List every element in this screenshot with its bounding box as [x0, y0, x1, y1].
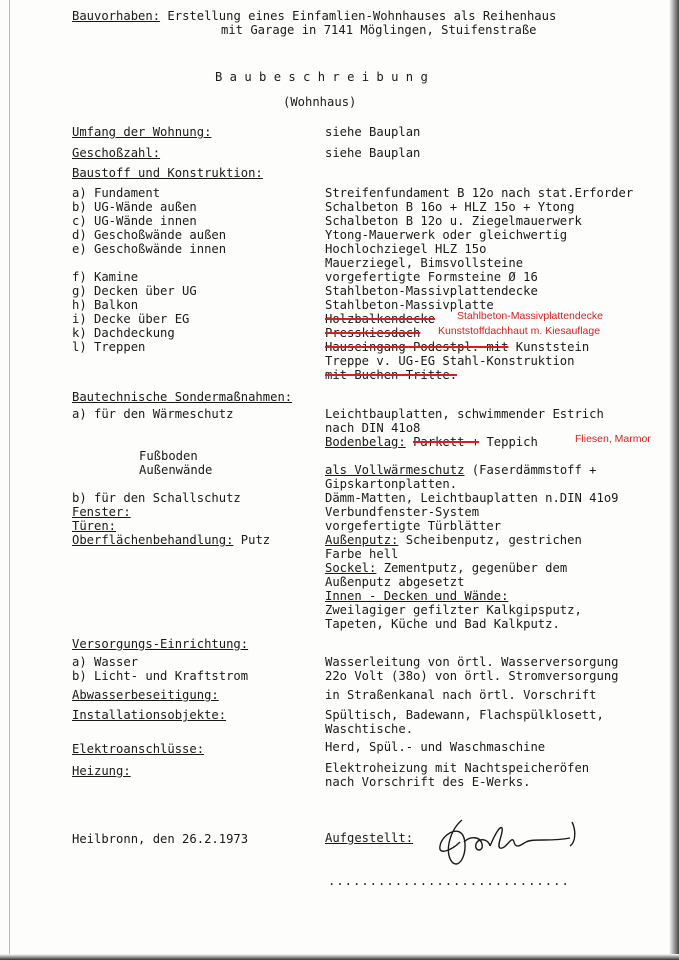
- construction-item-label: k) Dachdeckung: [72, 326, 175, 340]
- innen-value: Zweilagiger gefilzter Kalkgipsputz,: [325, 603, 582, 617]
- umfang-label: Umfang der Wohnung:: [72, 125, 212, 139]
- construction-item-value: Schalbeton B 16o + HLZ 15o + Ytong: [325, 200, 575, 214]
- struck-value: Presskiesdach: [325, 326, 421, 340]
- special-heading: Bautechnische Sondermaßnahmen:: [72, 390, 293, 404]
- oberflaeche-line: [72, 533, 270, 547]
- geschosszahl-value: siehe Bauplan: [325, 146, 421, 160]
- construction-item-value: Schalbeton B 12o u. Ziegelmauerwerk: [325, 214, 582, 228]
- vollwaerme-value: Gipskartonplatten.: [325, 477, 458, 491]
- construction-heading: Baustoff und Konstruktion:: [72, 166, 263, 180]
- header-label: Bauvorhaben:: [72, 9, 161, 23]
- construction-item-value: Stahlbeton-Massivplatte: [325, 298, 494, 312]
- document-subtitle: (Wohnhaus): [283, 95, 357, 109]
- install-label: Installationsobjekte:: [72, 708, 227, 722]
- innen-value: Tapeten, Küche und Bad Kalkputz.: [325, 617, 560, 631]
- aussenputz-label: Außenputz:: [325, 533, 399, 547]
- oberflaeche-label: Oberflächenbehandlung:: [72, 533, 234, 547]
- header-line-2: mit Garage in 7141 Möglingen, Stuifenstraße: [221, 23, 537, 37]
- strom-label: b) Licht- und Kraftstrom: [72, 669, 249, 683]
- handwritten-correction: Fliesen, Marmor: [575, 433, 651, 445]
- tueren-value: vorgefertigte Türblätter: [325, 519, 502, 533]
- schall-label: b) für den Schallschutz: [72, 491, 241, 505]
- scan-edge-left: [9, 0, 10, 960]
- construction-item-value: Hochlochziegel HLZ 15o: [325, 242, 487, 256]
- vollwaerme-label: als Vollwärmeschutz: [325, 463, 465, 477]
- signature-dotted-line: .............................: [328, 874, 570, 888]
- construction-item-label: f) Kamine: [72, 270, 139, 284]
- construction-item-value: Streifenfundament B 12o nach stat.Erforder: [325, 186, 634, 200]
- bodenbelag-label: Bodenbelag:: [325, 435, 406, 449]
- install-value: Spültisch, Badewann, Flachspülklosett,: [325, 708, 604, 722]
- tueren-label: Türen:: [72, 519, 117, 533]
- supply-heading: Versorgungs-Einrichtung:: [72, 637, 249, 651]
- heizung-value: nach Vorschrift des E-Werks.: [325, 775, 531, 789]
- construction-item-label: c) UG-Wände innen: [72, 214, 197, 228]
- wasser-value: Wasserleitung von örtl. Wasserversorgung: [325, 655, 619, 669]
- sockel-value: Zementputz, gegenüber dem: [383, 561, 568, 575]
- header-line-1: [72, 9, 556, 23]
- waerme-value: Leichtbauplatten, schwimmender Estrich: [325, 407, 604, 421]
- construction-item-value: Treppe v. UG-EG Stahl-Konstruktion: [325, 354, 575, 368]
- heizung-label: Heizung:: [72, 764, 131, 778]
- construction-item-label: l) Treppen: [72, 340, 146, 354]
- abwasser-value: in Straßenkanal nach örtl. Vorschrift: [325, 688, 597, 702]
- fenster-value: Verbundfenster-System: [325, 505, 480, 519]
- bodenbelag-line: [325, 435, 538, 449]
- sockel-value: Außenputz abgesetzt: [325, 575, 465, 589]
- aussenputz-value: Farbe hell: [325, 547, 399, 561]
- aussenputz-line: [325, 533, 582, 547]
- construction-item-value: [325, 340, 589, 354]
- construction-item-label: b) UG-Wände außen: [72, 200, 197, 214]
- fussboden-label: Fußboden: [139, 449, 198, 463]
- fenster-label: Fenster:: [72, 505, 131, 519]
- construction-item-value: Ytong-Mauerwerk oder gleichwertig: [325, 228, 568, 242]
- bodenbelag-value: Teppich: [486, 435, 538, 449]
- strom-value: 22o Volt (38o) von örtl. Stromversorgung: [325, 669, 619, 683]
- oberflaeche-suffix: Putz: [240, 533, 271, 547]
- header-text-1: Erstellung eines Einfamlien-Wohnhauses als Reihenhaus: [167, 9, 557, 23]
- document-title: B a u b e s c h r e i b u n g: [215, 70, 428, 84]
- aufgestellt-label: Aufgestellt:: [325, 831, 414, 845]
- scan-edge-right: [669, 0, 679, 960]
- vollwaerme-value: (Faserdämmstoff +: [471, 463, 597, 477]
- scan-edge-bottom: [0, 954, 679, 960]
- struck-value: Parkett +: [413, 435, 480, 449]
- construction-item-label: h) Balkon: [72, 298, 139, 312]
- abwasser-label: Abwasserbeseitigung:: [72, 688, 219, 702]
- aussenputz-value: Scheibenputz, gestrichen: [405, 533, 582, 547]
- schall-value: Dämm-Matten, Leichtbauplatten n.DIN 41o9: [325, 491, 619, 505]
- waerme-label: a) für den Wärmeschutz: [72, 407, 234, 421]
- construction-item-value: Stahlbeton-Massivplattendecke: [325, 284, 538, 298]
- struck-value: mit Buchen-Tritte.: [325, 368, 458, 382]
- construction-item-label: a) Fundament: [72, 186, 161, 200]
- construction-item-label: e) Geschoßwände innen: [72, 242, 227, 256]
- signature: [430, 812, 590, 872]
- place-date: Heilbronn, den 26.2.1973: [72, 832, 249, 846]
- construction-item-label: d) Geschoßwände außen: [72, 228, 227, 242]
- treppen-value: Kunststein: [515, 340, 590, 354]
- wasser-label: a) Wasser: [72, 655, 139, 669]
- waerme-value: nach DIN 41o8: [325, 421, 421, 435]
- install-value: Waschtische.: [325, 722, 414, 736]
- vollwaerme-line: [325, 463, 597, 477]
- elektro-value: Herd, Spül.- und Waschmaschine: [325, 740, 546, 754]
- struck-value: Holzbalkendecke: [325, 312, 436, 326]
- construction-item-label: i) Decke über EG: [72, 312, 190, 326]
- innen-label: Innen - Decken und Wände:: [325, 589, 509, 603]
- heizung-value: Elektroheizung mit Nachtspeicheröfen: [325, 761, 590, 775]
- geschosszahl-label: Geschoßzahl:: [72, 146, 161, 160]
- construction-item-value: vorgefertigte Formsteine Ø 16: [325, 270, 538, 284]
- sockel-line: [325, 561, 567, 575]
- sockel-label: Sockel:: [325, 561, 377, 575]
- construction-item-value: Mauerziegel, Bimsvollsteine: [325, 256, 524, 270]
- struck-value: Hauseingang Podestpl. mit: [325, 340, 509, 354]
- umfang-value: siehe Bauplan: [325, 125, 421, 139]
- handwritten-correction: Kunststoffdachhaut m. Kiesauflage: [438, 325, 601, 337]
- construction-item-label: g) Decken über UG: [72, 284, 197, 298]
- elektro-label: Elektroanschlüsse:: [72, 742, 205, 756]
- aussenwaende-label: Außenwände: [139, 463, 213, 477]
- handwritten-correction: Stahlbeton-Massivplattendecke: [457, 310, 603, 322]
